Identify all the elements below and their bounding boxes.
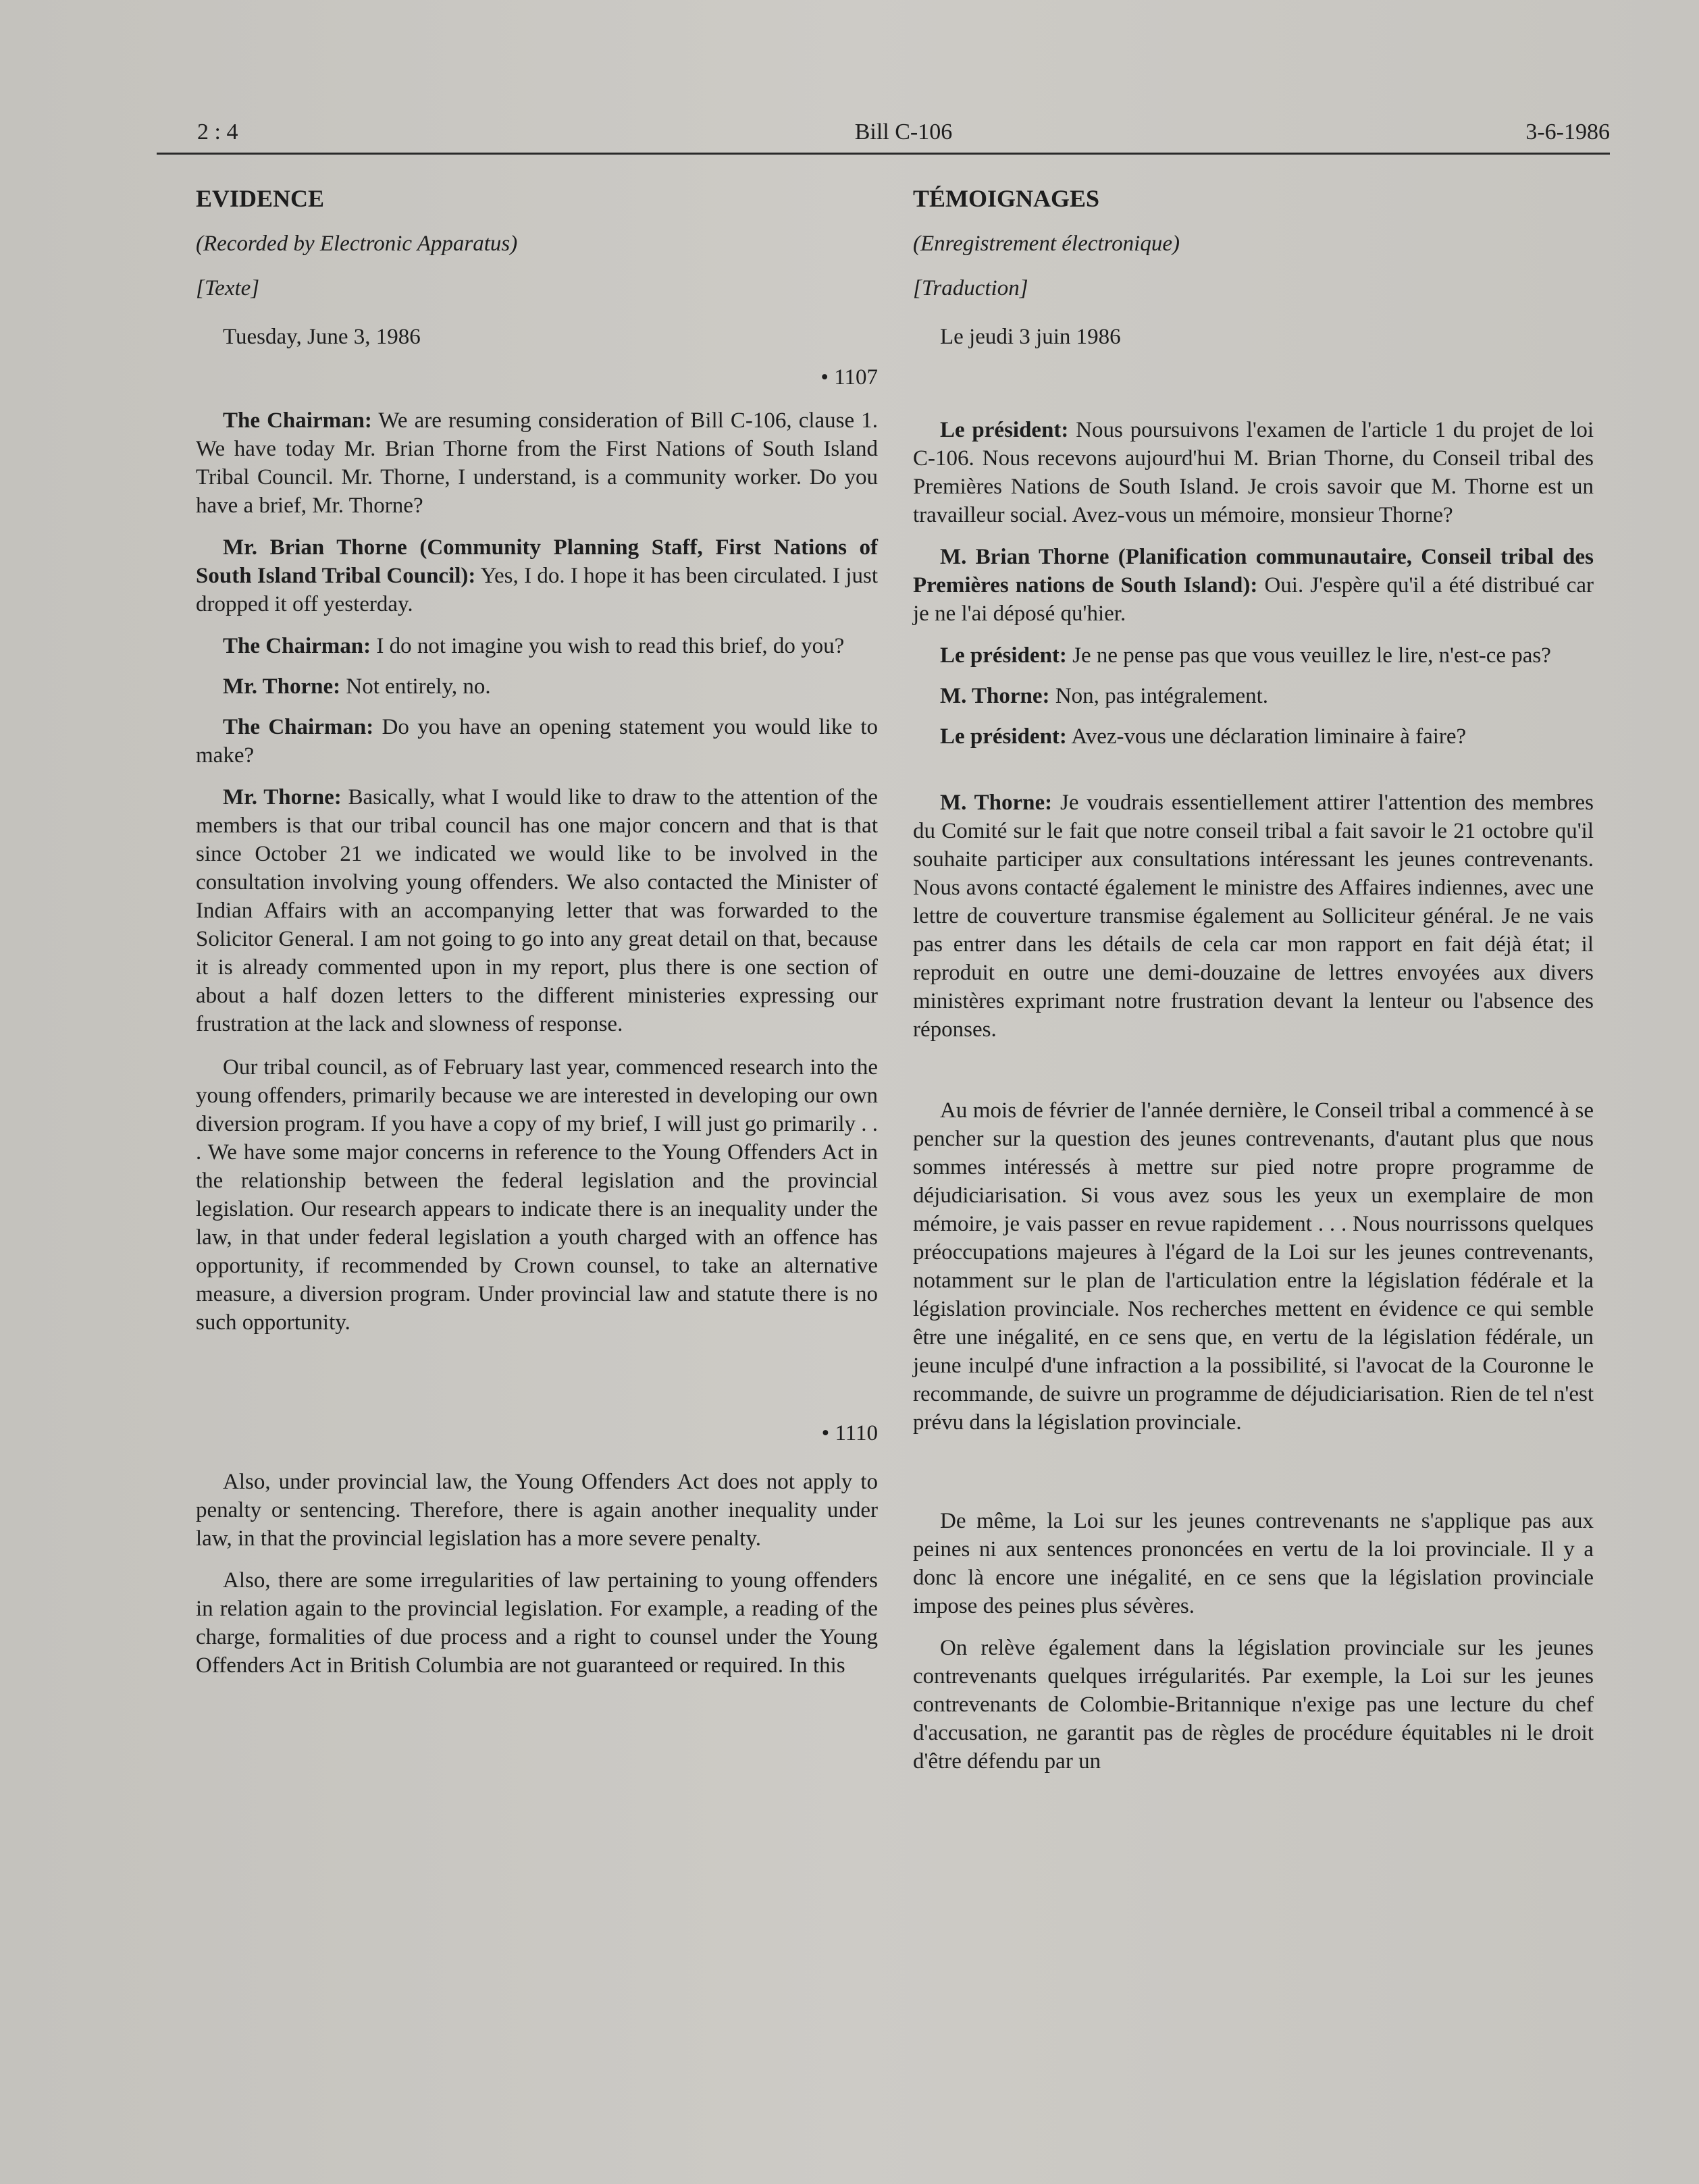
speech: Yes, I do. I hope it has been circulated. I just dropped it off yesterday.: [196, 564, 878, 616]
speaker: M. Brian Thorne (Planification communautaire, Conseil tribal des Premières nations de South Island):: [913, 545, 1594, 597]
speech: Non, pas intégralement.: [1049, 684, 1269, 708]
page-header: [197, 116, 1610, 149]
paragraph: De même, la Loi sur les jeunes contrevenants ne s'applique pas aux peines ni aux sentences prononcées en vertu de la loi provinciale. Il y a donc là encore une inégalité, en ce sens que la législation provinciale impose des peines plus sévères.: [913, 1509, 1594, 1618]
speech: Avez-vous une déclaration liminaire à faire?: [1066, 724, 1467, 749]
speech: We are resuming consideration of Bill C-106, clause 1. We have today Mr. Brian Thorne from the First Nations of South Island Tribal Council. Mr. Thorne, I understand, is a community worker. Do you have a brief, Mr. Thorne?: [196, 408, 878, 518]
speaker: Mr. Brian Thorne (Community Planning Staff, First Nations of South Island Tribal Council):: [196, 535, 878, 588]
french-column: [913, 182, 1594, 1776]
paragraph: [913, 543, 1594, 628]
paragraph: On relève également dans la législation provinciale sur les jeunes contrevenants quelques irrégularités. Par exemple, la Loi sur les jeunes contrevenants de Colombie-Britannique n'exige pas une lecture du chef d'accusation, ne garantit pas de règles de procédure équitables ni le droit d'être défendu par un: [913, 1636, 1594, 1774]
paragraph: [196, 632, 878, 660]
paragraph: [196, 713, 878, 770]
speech: Oui. J'espère qu'il a été distribué car je ne l'ai déposé qu'hier.: [913, 573, 1594, 626]
speaker: Le président:: [940, 643, 1067, 668]
paragraph: Also, under provincial law, the Young Offenders Act does not apply to penalty or sentencing. Therefore, there is again another inequality under law, in that the provincial legislation has a more severe penalty.: [196, 1470, 878, 1551]
time-marker: • 1107: [820, 365, 878, 390]
speech: Je voudrais essentiellement attirer l'attention des membres du Comité sur le fait que notre conseil tribal a fait savoir le 21 octobre qu'il souhaite participer aux consultations intéressant les jeunes contrevenants. Nous avons contacté également le ministre des Affaires indiennes, avec une lettre de couverture transmise également au Solliciteur général. Je ne vais pas entrer dans les détails de cela car mon rapport en fait déjà état; il reproduit en outre une demi-douzaine de lettres envoyées aux divers ministères exprimant notre frustration devant la lenteur ou l'absence des réponses.: [913, 791, 1594, 1042]
speaker: Mr. Thorne:: [223, 785, 342, 809]
paragraph: Also, there are some irregularities of law pertaining to young offenders in relation again to the provincial legislation. For example, a reading of the charge, formalities of due process and a right to counsel under the Young Offenders Act in British Columbia are not guaranteed or required. In this: [196, 1568, 878, 1678]
paragraph: [196, 783, 878, 1038]
speech: Je ne pense pas que vous veuillez le lire, n'est-ce pas?: [1066, 643, 1551, 668]
paragraph: [913, 641, 1594, 670]
speech: Nous poursuivons l'examen de l'article 1 du projet de loi C-106. Nous recevons aujourd'hui M. Brian Thorne, du Conseil tribal des Premières Nations de South Island. Je crois savoir que M. Thorne est un travailleur social. Avez-vous un mémoire, monsieur Thorne?: [913, 418, 1594, 527]
english-column: [196, 182, 878, 1680]
speech: I do not imagine you wish to read this brief, do you?: [371, 634, 845, 658]
paragraph: [913, 789, 1594, 1044]
text-tag: [Texte]: [196, 276, 260, 300]
section-title: TÉMOIGNAGES: [913, 185, 1100, 212]
bill-title: Bill C-106: [854, 119, 953, 144]
sitting-date: Tuesday, June 3, 1986: [223, 325, 421, 349]
text-tag: [Traduction]: [913, 276, 1028, 300]
paragraph: [196, 672, 878, 701]
speaker: M. Thorne:: [940, 684, 1050, 708]
sitting-date: Le jeudi 3 juin 1986: [940, 325, 1121, 349]
speaker: The Chairman:: [223, 715, 374, 739]
paragraph: [196, 533, 878, 618]
speaker: M. Thorne:: [940, 791, 1053, 815]
header-rule: [157, 153, 1610, 155]
speech: Not entirely, no.: [340, 674, 491, 699]
speech: Basically, what I would like to draw to the attention of the members is that our tribal council has one major concern and that is that since October 21 we indicated we would like to be involved in the consultation involving young offenders. We also contacted the Minister of Indian Affairs with an accompanying letter that was forwarded to the Solicitor General. I am not going to go into any great detail on that, because it is already commented upon in my report, plus there is one section of about a half dozen letters to the different ministeries expressing our frustration at the lack and slowness of response.: [196, 785, 878, 1036]
paragraph: Our tribal council, as of February last year, commenced research into the young offenders, primarily because we are interested in developing our own diversion program. If you have a copy of my brief, I will just go primarily . . . We have some major concerns in reference to the Young Offenders Act in the relationship between the federal legislation and the provincial legislation. Our research appears to indicate there is an inequality under the law, in that under federal legislation a youth charged with an offence has opportunity, if recommended by Crown counsel, to take an alternative measure, a diversion program. Under provincial law and statute there is no such opportunity.: [196, 1055, 878, 1335]
time-marker: • 1110: [821, 1421, 878, 1445]
speaker: The Chairman:: [223, 408, 372, 433]
paragraph: [913, 722, 1594, 751]
speech: Do you have an opening statement you would like to make?: [196, 715, 878, 768]
section-title: EVIDENCE: [196, 185, 325, 212]
page-number: 2 : 4: [197, 119, 238, 144]
paragraph: [196, 406, 878, 520]
header-date: 3-6-1986: [1525, 119, 1610, 144]
paragraph: [913, 682, 1594, 710]
speaker: Le président:: [940, 418, 1069, 442]
paragraph: [913, 416, 1594, 529]
recording-note: (Enregistrement électronique): [913, 232, 1180, 256]
speaker: The Chairman:: [223, 634, 371, 658]
speaker: Mr. Thorne:: [223, 674, 341, 699]
paragraph: Au mois de février de l'année dernière, le Conseil tribal a commencé à se pencher sur la question des jeunes contrevenants, d'autant plus que nous sommes intéressés à mettre sur pied notre propre programme de déjudiciarisation. Si vous avez sous les yeux un exemplaire de mon mémoire, je vais passer en revue rapidement . . . Nous nourrissons quelques préoccupations majeures à l'égard de la Loi sur les jeunes contrevenants, notamment sur le plan de l'articulation entre la législation fédérale et la législation provinciale. Nos recherches mettent en évidence ce qui semble être une inégalité, en ce sens que, en vertu de la législation fédérale, un jeune inculpé d'une infraction a la possibilité, si l'avocat de la Couronne le recommande, de suivre un programme de déjudiciarisation. Rien de tel n'est prévu dans la législation provinciale.: [913, 1098, 1594, 1435]
speaker: Le président:: [940, 724, 1067, 749]
recording-note: (Recorded by Electronic Apparatus): [196, 232, 518, 256]
